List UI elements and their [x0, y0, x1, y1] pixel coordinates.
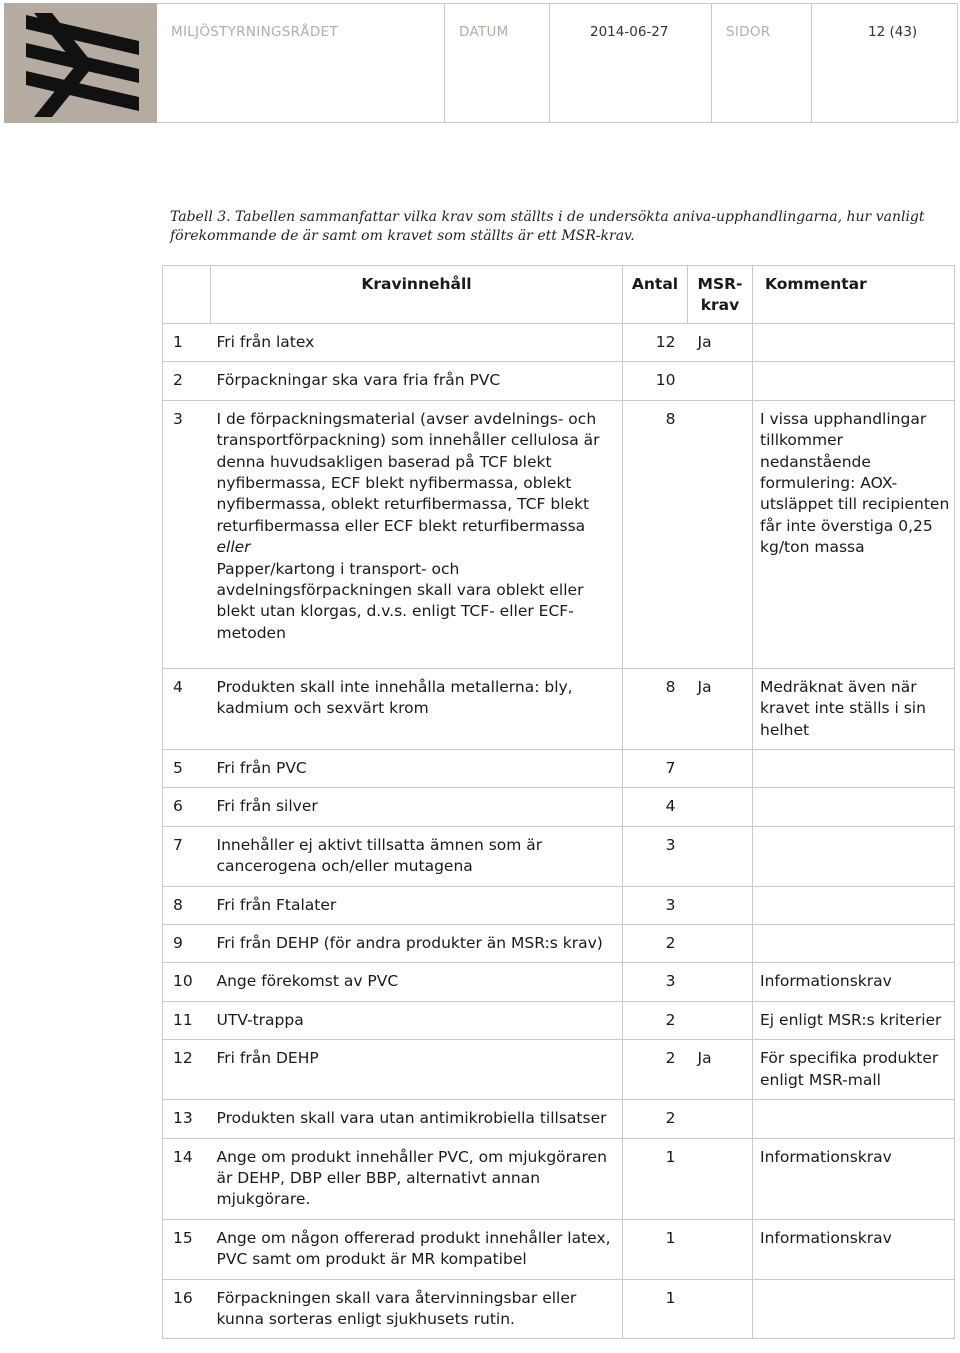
table-header-row [163, 266, 955, 324]
row-msr [688, 1100, 753, 1138]
header-nr [163, 266, 211, 324]
pages-label: SIDOR [726, 24, 771, 40]
row-comment [753, 925, 955, 963]
row-number: 4 [163, 668, 211, 749]
logo-mark-icon [4, 3, 157, 123]
row-content: Förpackningen skall vara återvinningsbar eller kunna sorteras enligt sjukhusets rutin. [211, 1279, 623, 1339]
row-number: 8 [163, 886, 211, 924]
pages-value: 12 (43) [868, 24, 918, 40]
row-comment: För specifika produkter enligt MSR-mall [753, 1040, 955, 1100]
row-comment: Medräknat även när kravet inte ställs i sin helhet [753, 668, 955, 749]
table-row [163, 400, 955, 668]
row-number: 9 [163, 925, 211, 963]
row-number: 1 [163, 324, 211, 362]
row-count: 12 [623, 324, 688, 362]
row-msr [688, 1138, 753, 1219]
table-row [163, 925, 955, 963]
row-comment [753, 788, 955, 826]
row-comment [753, 826, 955, 886]
row-msr: Ja [688, 1040, 753, 1100]
row-content: Innehåller ej aktivt tillsatta ämnen som är cancerogena och/eller mutagena [211, 826, 623, 886]
row-comment: I vissa upphandlingar tillkommer nedanstående formulering: AOX-utsläppet till recipienten får inte överstiga 0,25 kg/ton massa [753, 400, 955, 668]
row-count: 3 [623, 886, 688, 924]
table-row [163, 1138, 955, 1219]
row-content: Ange förekomst av PVC [211, 963, 623, 1001]
row-comment [753, 1100, 955, 1138]
header-org-cell [157, 3, 445, 123]
row-msr [688, 963, 753, 1001]
row-count: 3 [623, 963, 688, 1001]
row-content: Ange om produkt innehåller PVC, om mjukgöraren är DEHP, DBP eller BBP, alternativt annan mjukgörare. [211, 1138, 623, 1219]
row-comment: Informationskrav [753, 1219, 955, 1279]
row-content: Fri från Ftalater [211, 886, 623, 924]
row-comment [753, 362, 955, 400]
row-content: Fri från DEHP (för andra produkter än MSR:s krav) [211, 925, 623, 963]
row-msr [688, 400, 753, 668]
table-row [163, 886, 955, 924]
row-content: Produkten skall vara utan antimikrobiella tillsatser [211, 1100, 623, 1138]
row-number: 5 [163, 750, 211, 788]
row-comment [753, 750, 955, 788]
header-msr [688, 266, 753, 324]
row-msr: Ja [688, 324, 753, 362]
row-number: 2 [163, 362, 211, 400]
row-content: Ange om någon offererad produkt innehåller latex, PVC samt om produkt är MR kompatibel [211, 1219, 623, 1279]
row-number: 14 [163, 1138, 211, 1219]
header-count [623, 266, 688, 324]
row-content: UTV-trappa [211, 1001, 623, 1039]
row-number: 16 [163, 1279, 211, 1339]
table-row [163, 963, 955, 1001]
row-msr: Ja [688, 668, 753, 749]
row-content: Fri från DEHP [211, 1040, 623, 1100]
row-number: 15 [163, 1219, 211, 1279]
row-number: 13 [163, 1100, 211, 1138]
row-count: 2 [623, 1040, 688, 1100]
row-content: Fri från silver [211, 788, 623, 826]
row-content-or: eller [216, 538, 251, 557]
row-count: 3 [623, 826, 688, 886]
row-count: 1 [623, 1138, 688, 1219]
table-row [163, 362, 955, 400]
header-content [211, 266, 623, 324]
row-content: Fri från PVC [211, 750, 623, 788]
row-content: Fri från latex [211, 324, 623, 362]
header-count-label: Antal [631, 275, 679, 293]
row-count: 8 [623, 400, 688, 668]
row-msr [688, 788, 753, 826]
row-comment [753, 324, 955, 362]
row-count: 2 [623, 1100, 688, 1138]
row-msr [688, 826, 753, 886]
row-msr [688, 362, 753, 400]
row-content-part-a: I de förpackningsmaterial (avser avdelnings- och transportförpackning) som innehåller cellulosa är denna huvudsakligen baserad på TCF blekt nyfibermassa, ECF blekt nyfibermassa, oblekt nyfibermassa, oblekt returfibermassa, TCF blekt returfibermassa eller ECF blekt returfibermassa [216, 409, 600, 535]
table-row [163, 668, 955, 749]
row-count: 4 [623, 788, 688, 826]
header-date-label-cell [445, 3, 550, 123]
row-number: 7 [163, 826, 211, 886]
row-msr [688, 925, 753, 963]
row-comment [753, 886, 955, 924]
row-count: 2 [623, 1001, 688, 1039]
header-comment [753, 266, 955, 324]
row-msr [688, 1279, 753, 1339]
date-value: 2014-06-27 [590, 24, 669, 40]
row-number: 3 [163, 400, 211, 668]
row-content: Förpackningar ska vara fria från PVC [211, 362, 623, 400]
row-msr [688, 1001, 753, 1039]
row-comment: Ej enligt MSR:s kriterier [753, 1001, 955, 1039]
row-comment [753, 1279, 955, 1339]
row-count: 2 [623, 925, 688, 963]
header-pages-label-cell [712, 3, 812, 123]
row-content: Produkten skall inte innehålla metallerna: bly, kadmium och sexvärt krom [211, 668, 623, 749]
table-row [163, 1100, 955, 1138]
table-row [163, 826, 955, 886]
table-row [163, 1001, 955, 1039]
header-content-label: Kravinnehåll [361, 275, 472, 293]
org-label: MILJÖSTYRNINGSRÅDET [171, 24, 338, 40]
row-msr [688, 1219, 753, 1279]
row-count: 7 [623, 750, 688, 788]
date-label: DATUM [459, 24, 509, 40]
table-row [163, 1219, 955, 1279]
header-comment-label: Kommentar [765, 275, 867, 293]
table-row [163, 788, 955, 826]
header-pages-value-cell [812, 3, 958, 123]
row-count: 1 [623, 1219, 688, 1279]
header-date-value-cell [550, 3, 712, 123]
row-number: 6 [163, 788, 211, 826]
row-msr [688, 750, 753, 788]
table-row [163, 1279, 955, 1339]
table-row [163, 750, 955, 788]
logo [4, 3, 157, 123]
row-number: 11 [163, 1001, 211, 1039]
table-row [163, 1040, 955, 1100]
row-count: 10 [623, 362, 688, 400]
table-row [163, 324, 955, 362]
row-content [211, 400, 623, 668]
header-msr-label: MSR-krav [697, 275, 743, 314]
row-content-part-b: Papper/kartong i transport- och avdelningsförpackningen skall vara oblekt eller blekt utan klorgas, d.v.s. enligt TCF- eller ECF-metoden [216, 559, 584, 642]
row-count: 1 [623, 1279, 688, 1339]
table-caption: Tabell 3. Tabellen sammanfattar vilka krav som ställts i de undersökta aniva-upphandlingarna, hur vanligt förekommande de är samt om kravet som ställts är ett MSR-krav. [170, 209, 925, 244]
row-msr [688, 886, 753, 924]
row-number: 12 [163, 1040, 211, 1100]
row-comment: Informationskrav [753, 963, 955, 1001]
row-count: 8 [623, 668, 688, 749]
row-comment: Informationskrav [753, 1138, 955, 1219]
row-number: 10 [163, 963, 211, 1001]
requirements-table [162, 265, 955, 1339]
